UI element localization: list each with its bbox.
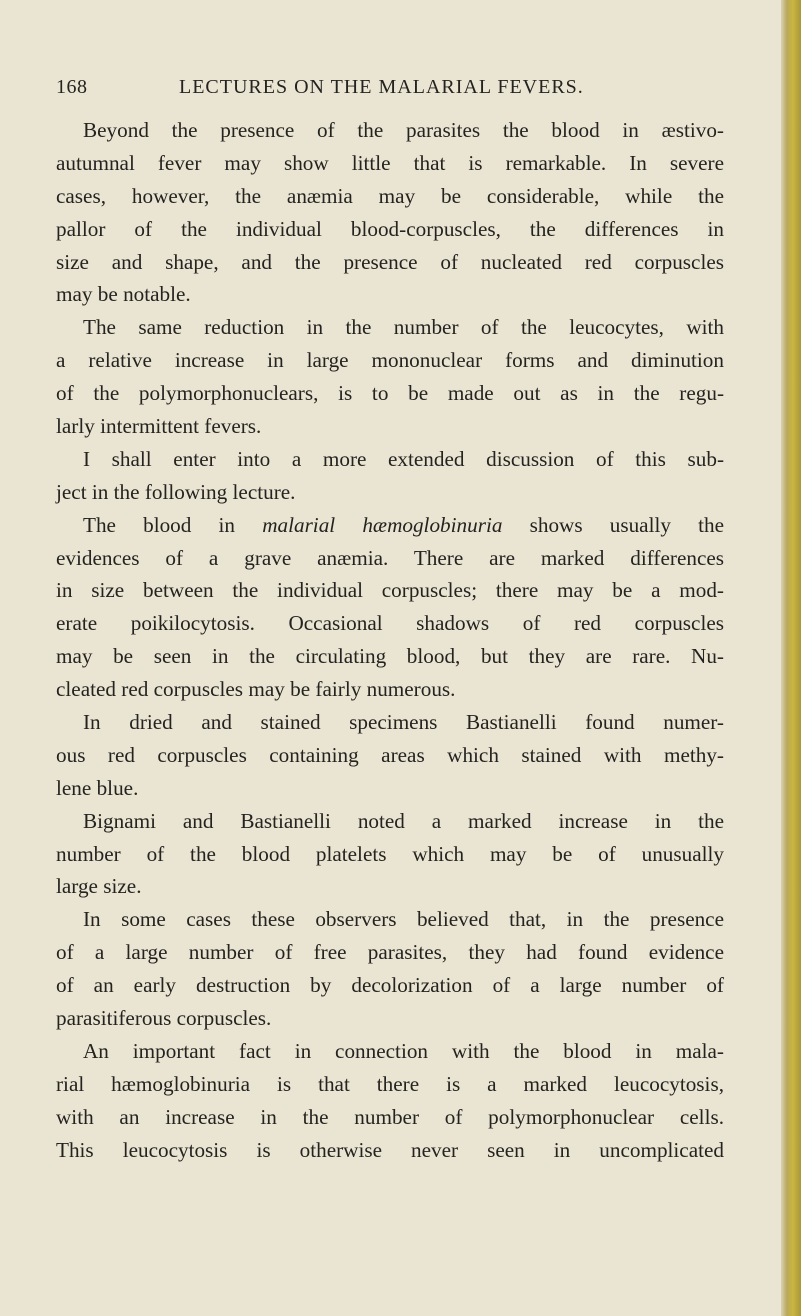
text-line: Beyond the presence of the parasites the blood in æstivo- [83,118,724,142]
text-line: may be seen in the circulating blood, but they are rare. Nu- [56,644,724,669]
running-title: LECTURES ON THE MALARIAL FEVERS. [179,76,584,98]
text-line [56,509,724,542]
text-line: a relative increase in large mononuclear forms and diminution [56,348,724,373]
text-line: in size between the individual corpuscles; there may be a mod- [56,578,724,603]
italic-term: malarial hæmoglobinuria [262,512,503,537]
text-line: An important fact in connection with the blood in mala- [83,1038,724,1063]
text-line: pallor of the individual blood-corpuscles, the differences in [56,216,724,241]
text-line: I shall enter into a more extended discussion of this sub- [83,446,724,471]
text-line: large size. [56,874,142,899]
text-line: larly intermittent fevers. [56,414,262,439]
text-line: number of the blood platelets which may be of unusually [56,841,724,866]
text-line: In dried and stained specimens Bastianelli found numer- [83,710,724,735]
text-line: parasitiferous corpuscles. [56,1006,272,1031]
page-edge [781,0,801,1316]
text-line: cases, however, the anæmia may be considerable, while the [56,183,724,208]
text-line: ject in the following lecture. [56,479,296,504]
text-line: lene blue. [56,775,139,800]
text-line: may be notable. [56,282,191,307]
text-line: In some cases these observers believed that, in the presence [83,907,724,932]
text-line: This leucocytosis is otherwise never seen in uncomplicated [56,1137,724,1162]
text-line: The same reduction in the number of the leucocytes, with [83,315,724,340]
body-text [56,114,724,1167]
text-line: erate poikilocytosis. Occasional shadows of red corpuscles [56,611,724,636]
text-line: ous red corpuscles containing areas which stained with methy- [56,742,724,767]
text-line: rial hæmoglobinuria is that there is a marked leucocytosis, [56,1071,724,1096]
text-run: The blood in [83,512,263,537]
text-line: cleated red corpuscles may be fairly numerous. [56,677,456,702]
text-line: with an increase in the number of polymorphonuclear cells. [56,1104,724,1129]
text-line: autumnal fever may show little that is remarkable. In severe [56,150,724,175]
text-line: of a large number of free parasites, they had found evidence [56,940,724,965]
text-run: shows usually the [502,512,725,537]
text-line: size and shape, and the presence of nucleated red corpuscles [56,249,724,274]
page-number: 168 [56,76,88,98]
text-line: evidences of a grave anæmia. There are marked differences [56,545,724,570]
text-line: of the polymorphonuclears, is to be made out as in the regu- [56,381,724,406]
text-line: Bignami and Bastianelli noted a marked increase in the [83,808,724,833]
page-header [56,76,736,106]
text-line: of an early destruction by decolorization of a large number of [56,973,724,998]
